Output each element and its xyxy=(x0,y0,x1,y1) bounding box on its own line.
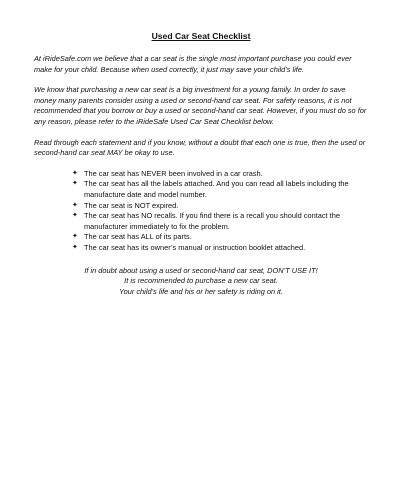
checklist-item xyxy=(72,201,368,212)
checklist-item-text: The car seat has ALL of its parts. xyxy=(84,232,192,242)
four-point-star-icon: ✦ xyxy=(72,212,78,220)
checklist-item xyxy=(72,179,368,200)
four-point-star-icon: ✦ xyxy=(72,201,78,209)
four-point-star-icon: ✦ xyxy=(72,243,78,251)
checklist-item-text: The car seat has NEVER been involved in a car crash. xyxy=(84,168,263,178)
checklist-item xyxy=(72,232,368,243)
document-title: Used Car Seat Checklist xyxy=(151,31,251,41)
checklist-item xyxy=(72,211,368,232)
instructions-paragraph: Read through each statement and if you know, without a doubt that each one is true, then the used or second-hand car seat MAY be okay to use. xyxy=(34,137,366,158)
intro-paragraph: At iRideSafe.com we believe that a car seat is the single most important purchase you could ever make for your child. Because when used correctly, it just may save your child’s life. xyxy=(34,54,352,74)
checklist-item-text: The car seat has all the labels attached. And you can read all labels including the manufacture date and model number. xyxy=(84,179,349,199)
four-point-star-icon: ✦ xyxy=(72,233,78,241)
checklist xyxy=(34,169,368,254)
checklist-item-text: The car seat is NOT expired. xyxy=(84,200,179,210)
checklist-item-text: The car seat has its owner’s manual or instruction booklet attached. xyxy=(84,242,306,252)
closing-line-recommendation: It is recommended to purchase a new car seat. xyxy=(124,276,278,286)
checklist-item xyxy=(72,243,368,254)
checklist-item-text: The car seat has NO recalls. If you find there is a recall you should contact the manufacturer immediately to fix the problem. xyxy=(84,211,340,231)
closing-line-warning: If in doubt about using a used or second-hand car seat, DON’T USE IT! xyxy=(84,265,318,275)
investment-paragraph: We know that purchasing a new car seat is a big investment for a young family. In order to save money many parents consider using a used or second-hand car seat. For safety reasons, it is not recommended that you borrow or buy a used or second-hand car seat. However, if you must do so for any reason, please refer to the iRideSafe Used Car Seat Checklist below. xyxy=(34,85,367,126)
closing-line-safety: Your child’s life and his or her safety is riding on it. xyxy=(119,286,283,296)
closing-statement xyxy=(34,266,368,298)
checklist-item xyxy=(72,169,368,180)
four-point-star-icon: ✦ xyxy=(72,180,78,188)
four-point-star-icon: ✦ xyxy=(72,169,78,177)
